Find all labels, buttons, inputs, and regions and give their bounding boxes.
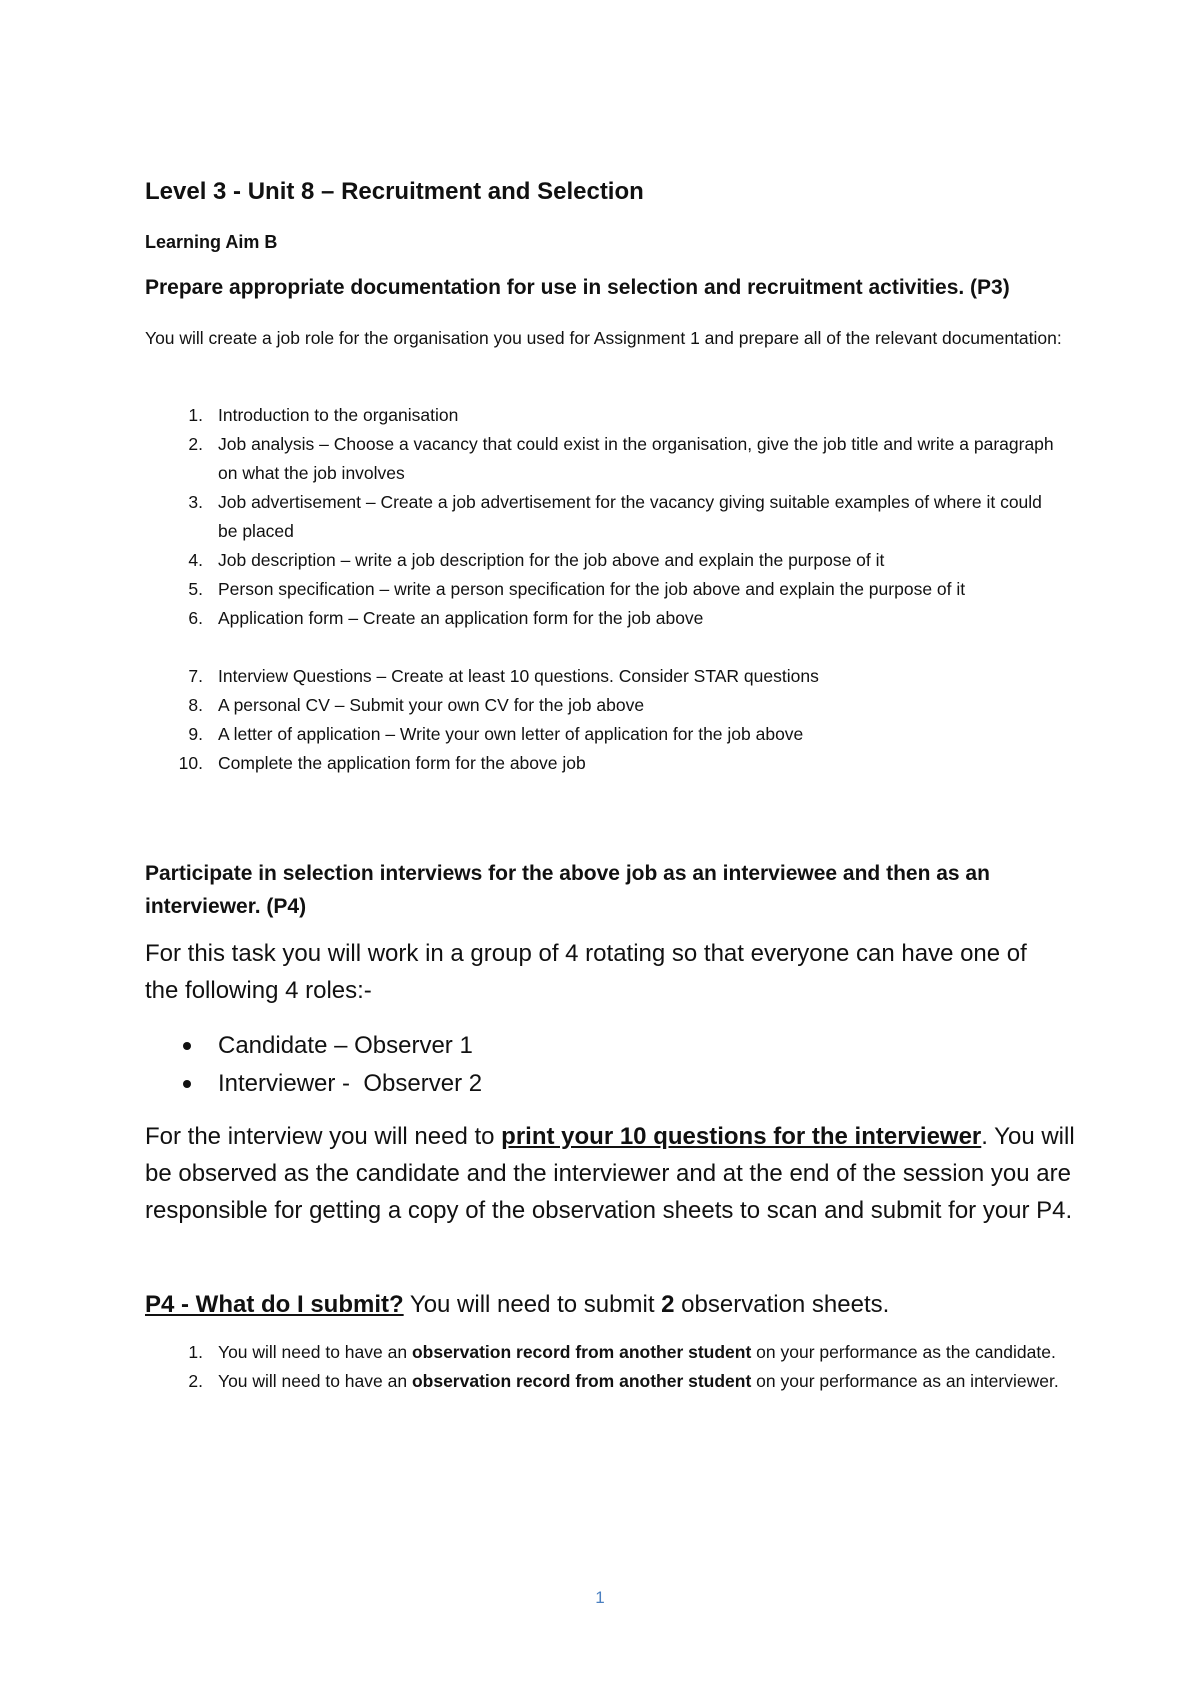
paragraph-text: . You will be observed as the candidate and the interviewer and at the end of the session you are responsible for getting a copy of the observation sheets to scan and submit for your P4. <box>145 1123 1075 1224</box>
list-item-text: Job description – write a job description for the job above and explain the purpose of it <box>218 550 885 570</box>
list-item-text: Complete the application form for the above job <box>218 753 586 773</box>
interview-paragraph <box>145 1118 1075 1229</box>
list-item-text: You will need to have an <box>218 1371 412 1391</box>
list-item <box>145 604 1065 633</box>
list-item <box>145 401 1065 430</box>
page-number: 1 <box>595 1588 605 1607</box>
list-number: 7. <box>188 666 203 686</box>
list-item-text: on your performance as the candidate. <box>751 1342 1056 1362</box>
list-item-text: Interview Questions – Create at least 10 questions. Consider STAR questions <box>218 666 819 686</box>
roles-list <box>145 1027 482 1103</box>
submit-count: 2 <box>661 1291 675 1318</box>
intro-paragraph: You will create a job role for the organisation you used for Assignment 1 and prepare all of the relevant documentation: <box>145 328 1062 348</box>
emphasis-text: observation record from another student <box>411 1342 752 1362</box>
list-item-text: Application form – Create an application form for the job above <box>218 608 704 628</box>
list-item <box>145 1367 1065 1396</box>
paragraph-text: observation sheets. <box>674 1291 890 1318</box>
list-item <box>145 546 1065 575</box>
list-item-text: Job advertisement – Create a job advertisement for the vacancy giving suitable examples of where it could be placed <box>218 492 1042 541</box>
list-number: 1. <box>188 1342 203 1362</box>
task-list <box>145 401 1065 778</box>
p3-heading: Prepare appropriate documentation for use in selection and recruitment activities. (P3) <box>145 276 1010 299</box>
list-item <box>145 749 1065 778</box>
list-number: 10. <box>178 753 203 773</box>
observation-list <box>145 1338 1065 1396</box>
emphasis-text: print your 10 questions for the interviewer <box>501 1123 982 1150</box>
list-number: 8. <box>188 695 203 715</box>
task-paragraph: For this task you will work in a group of 4 rotating so that everyone can have one of the following 4 roles:- <box>145 940 1027 1004</box>
list-item: Interviewer - Observer 2 <box>145 1065 482 1103</box>
list-number: 1. <box>188 405 203 425</box>
learning-aim-heading: Learning Aim B <box>145 232 278 252</box>
list-item-text: Introduction to the organisation <box>218 405 459 425</box>
list-item <box>145 662 1065 691</box>
list-number: 4. <box>188 550 203 570</box>
list-number: 5. <box>188 579 203 599</box>
list-item-text: Person specification – write a person specification for the job above and explain the purpose of it <box>218 579 966 599</box>
paragraph-text: You will need to submit <box>403 1291 662 1318</box>
list-item <box>145 430 1065 488</box>
paragraph-text: For the interview you will need to <box>145 1123 502 1150</box>
list-item <box>145 720 1065 749</box>
submit-paragraph <box>145 1286 1075 1323</box>
emphasis-text: observation record from another student <box>411 1371 752 1391</box>
p4-heading: Participate in selection interviews for the above job as an interviewee and then as an interviewer. (P4) <box>145 862 990 918</box>
list-item-text: Job analysis – Choose a vacancy that could exist in the organisation, give the job title and write a paragraph on what the job involves <box>218 434 1054 483</box>
list-number: 6. <box>188 608 203 628</box>
list-item <box>145 575 1065 604</box>
list-number: 2. <box>188 1371 203 1391</box>
list-item-text: A personal CV – Submit your own CV for the job above <box>218 695 645 715</box>
list-item <box>145 1338 1065 1367</box>
list-item <box>145 691 1065 720</box>
list-number: 9. <box>188 724 203 744</box>
list-item-text: A letter of application – Write your own letter of application for the job above <box>218 724 804 744</box>
list-item: Candidate – Observer 1 <box>145 1027 482 1065</box>
submit-heading: P4 - What do I submit? <box>145 1291 404 1318</box>
list-item-text: You will need to have an <box>218 1342 412 1362</box>
list-number: 2. <box>188 434 203 454</box>
list-item-text: on your performance as an interviewer. <box>751 1371 1059 1391</box>
list-item <box>145 488 1065 546</box>
document-title: Level 3 - Unit 8 – Recruitment and Selection <box>145 178 644 205</box>
list-number: 3. <box>188 492 203 512</box>
